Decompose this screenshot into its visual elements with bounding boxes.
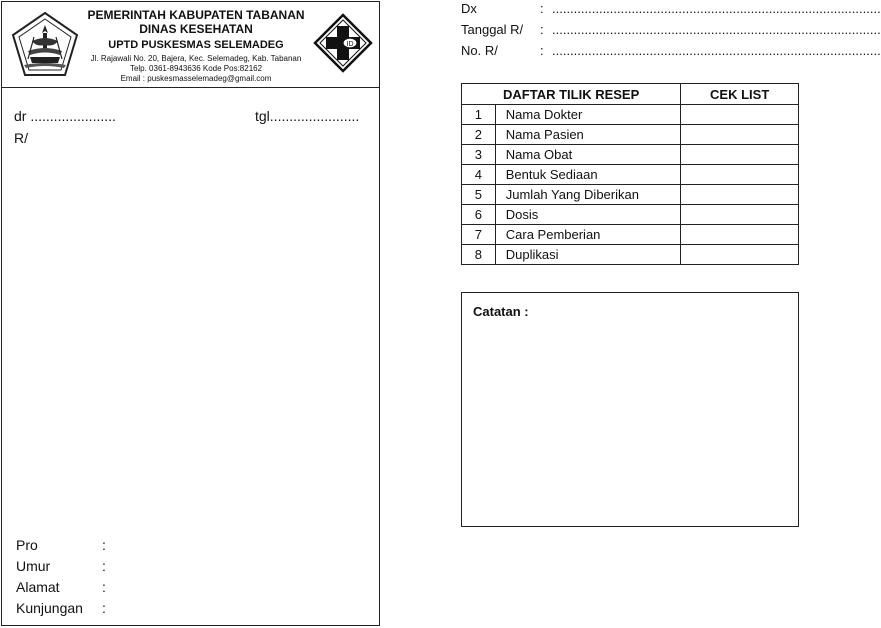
field-colon: : [102,558,106,574]
table-header-row [462,84,799,105]
notes-box[interactable] [461,292,799,527]
regency-coat-of-arms-icon [10,11,80,79]
puskesmas-logo-icon [314,14,372,72]
checklist-title-header: DAFTAR TILIK RESEP [462,84,681,105]
patient-field-kunjungan[interactable] [16,600,106,616]
row-item: Nama Dokter [495,105,681,125]
field-colon: : [102,537,106,553]
row-number: 3 [462,145,496,165]
row-number: 7 [462,225,496,245]
checklist-cell[interactable] [681,125,799,145]
field-colon: : [102,579,106,595]
date-field[interactable]: tgl....................... [255,108,360,124]
row-item: Duplikasi [495,245,681,265]
row-number: 1 [462,105,496,125]
table-row [462,245,799,265]
row-item: Nama Pasien [495,125,681,145]
patient-field-umur[interactable] [16,558,106,574]
row-number: 6 [462,205,496,225]
checklist-cell[interactable] [681,165,799,185]
field-label: No. R/ [461,43,498,58]
department-name: DINAS KESEHATAN [139,22,253,36]
row-number: 2 [462,125,496,145]
table-row [462,165,799,185]
checklist-cell[interactable] [681,245,799,265]
table-row [462,185,799,205]
clinic-address: Jl. Rajawali No. 20, Bajera, Kec. Selemadeg, Kab. Tabanan [90,54,302,63]
field-colon: : [102,600,106,616]
rx-symbol: R/ [14,130,28,146]
field-label: Dx [461,1,477,16]
table-row [462,205,799,225]
row-item: Cara Pemberian [495,225,681,245]
field-label: Pro [16,537,38,553]
field-colon: : [540,43,544,58]
field-dots: ........................................................................................... [552,22,881,37]
field-label: Alamat [16,579,60,595]
row-item: Jumlah Yang Diberikan [495,185,681,205]
checklist-check-header: CEK LIST [681,84,799,105]
dx-field[interactable] [461,1,881,16]
no-r-field[interactable] [461,43,881,58]
field-dots: ........................................................................................... [552,1,881,16]
doctor-field[interactable]: dr ...................... [14,108,116,124]
clinic-email: Email : puskesmasselemadeg@gmail.com [120,74,272,83]
checklist-cell[interactable] [681,105,799,125]
field-label: Tanggal R/ [461,22,524,37]
clinic-name: UPTD PUSKESMAS SELEMADEG [108,39,284,51]
clinic-phone: Telp. 0361-8943636 Kode Pos:82162 [129,64,263,73]
table-row [462,125,799,145]
prescription-sheet [1,1,380,626]
checklist-cell[interactable] [681,185,799,205]
prescription-checklist-table [461,83,799,265]
field-colon: : [540,1,544,16]
row-number: 8 [462,245,496,265]
field-dots: ........................................................................................... [552,43,881,58]
row-item: Nama Obat [495,145,681,165]
field-label: Umur [16,558,51,574]
patient-field-alamat[interactable] [16,579,106,595]
table-row [462,145,799,165]
letterhead-text [86,8,306,84]
notes-title: Catatan : [473,304,529,319]
patient-field-pro[interactable] [16,537,106,553]
checklist-cell[interactable] [681,205,799,225]
table-row [462,105,799,125]
row-item: Dosis [495,205,681,225]
field-colon: : [540,22,544,37]
row-number: 4 [462,165,496,185]
government-name: PEMERINTAH KABUPATEN TABANAN [87,8,305,22]
checklist-cell[interactable] [681,225,799,245]
row-item: Bentuk Sediaan [495,165,681,185]
table-row [462,225,799,245]
letterhead [2,2,379,88]
field-label: Kunjungan [16,600,83,616]
row-number: 5 [462,185,496,205]
tanggal-r-field[interactable] [461,22,881,37]
checklist-cell[interactable] [681,145,799,165]
svg-text:ID: ID [346,41,354,48]
